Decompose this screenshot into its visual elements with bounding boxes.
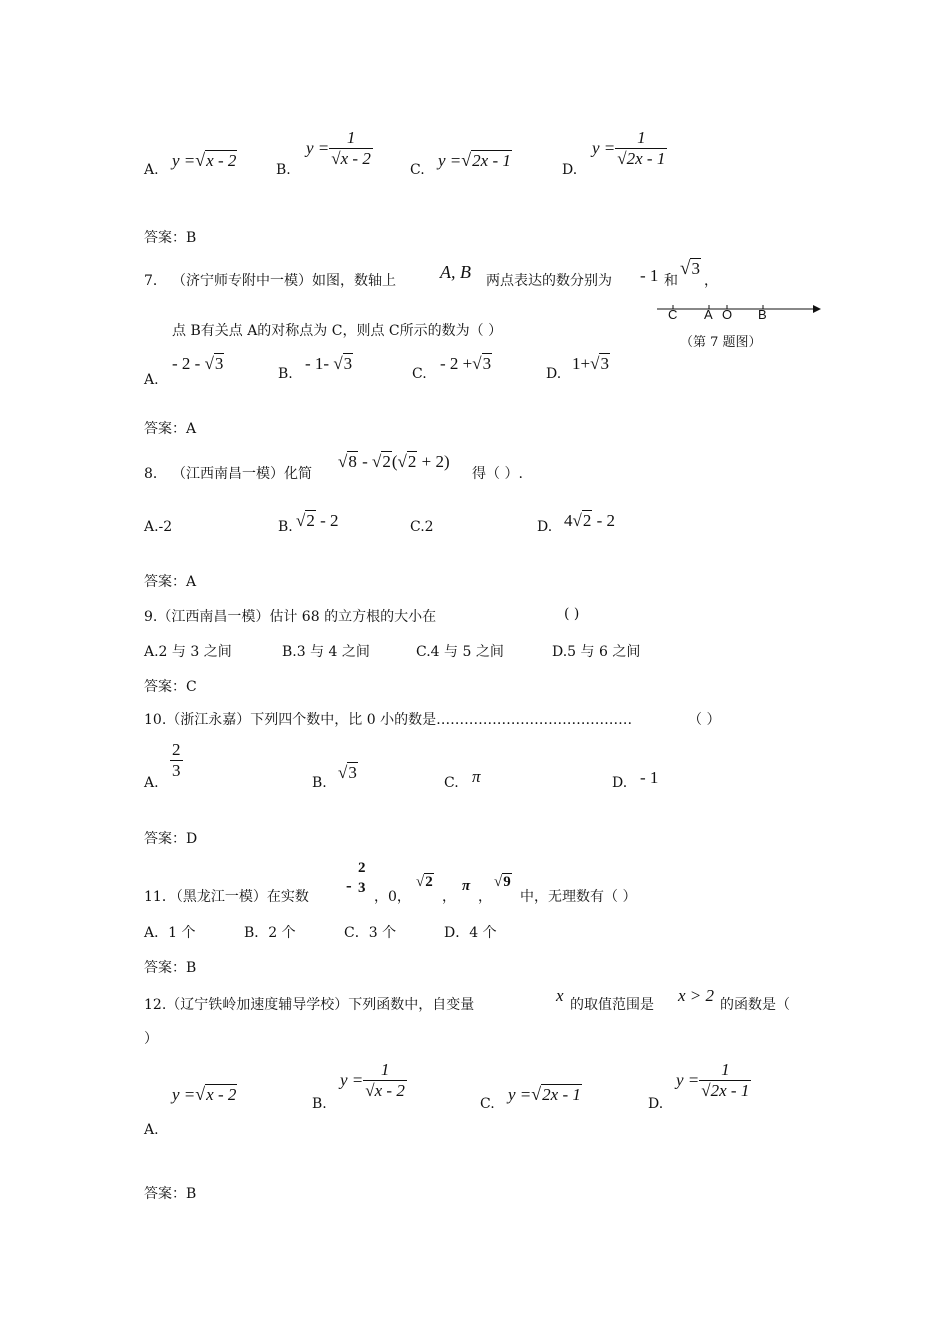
q11-option-a: A．1 个 xyxy=(144,925,196,941)
q8-option-d-label: D. xyxy=(537,519,553,535)
q11-text-start: 11．（黑龙江一模）在实数 xyxy=(144,889,309,905)
q7-points-ab: A, B xyxy=(440,262,471,282)
radicand: 9 xyxy=(503,874,511,890)
q6-option-b-label: B. xyxy=(276,162,291,178)
radicand: 2x - 1 xyxy=(542,1085,581,1104)
q8-tail: 得（ ）. xyxy=(472,466,523,482)
axis-label-a: A xyxy=(704,307,713,322)
prefix: - 2 + xyxy=(440,354,473,373)
q12-option-b-label: B. xyxy=(312,1096,327,1112)
q8-text: （江西南昌一模）化简 xyxy=(172,466,312,482)
q10-option-d-label: D. xyxy=(612,775,628,791)
tail: - 2 xyxy=(320,511,339,530)
q12-option-d-label: D. xyxy=(648,1096,664,1112)
q6-option-a-expression: y =√x - 2 xyxy=(172,150,237,170)
radicand: x - 2 xyxy=(340,149,371,168)
q10-option-a-label: A. xyxy=(144,775,159,791)
q7-figure-caption: （第 7 题图） xyxy=(680,335,762,350)
q8-option-d-expression: 4√2 - 2 xyxy=(564,511,616,530)
lhs: y = xyxy=(340,1070,364,1090)
q11-option-b: B．2 个 xyxy=(244,925,296,941)
q11-text-end: 中，无理数有（ ） xyxy=(520,889,637,905)
q8-expression: √8 - √2(√2 + 2) xyxy=(338,452,450,471)
q7-and: 和 xyxy=(664,273,678,289)
q7-text-start: （济宁师专附中一模）如图，数轴上 xyxy=(172,273,396,289)
q11-pi: π xyxy=(462,878,471,894)
q10-answer: 答案：D xyxy=(144,831,198,847)
radicand-b: 2 xyxy=(382,452,391,471)
q11-sqrt9: √9 xyxy=(494,874,511,890)
radicand: 2x - 1 xyxy=(472,151,511,170)
lhs: y = xyxy=(676,1070,700,1090)
radicand: 2 xyxy=(582,511,592,530)
radicand: x - 2 xyxy=(206,1085,237,1104)
q12-text-mid: 的取值范围是 xyxy=(570,997,654,1013)
axis-arrow xyxy=(813,305,821,313)
lhs: y = xyxy=(306,138,330,158)
q11-sep-2: ， xyxy=(442,889,456,905)
lhs: y = xyxy=(508,1085,532,1104)
q9-option-a: A.2 与 3 之间 xyxy=(144,644,232,660)
radicand: 3 xyxy=(600,354,609,373)
q7-value-sqrt3: √3 xyxy=(680,258,700,279)
q9-paren: ( ) xyxy=(564,606,580,622)
minus: - xyxy=(362,452,368,471)
q6-option-c-label: C. xyxy=(410,162,425,178)
q11-fraction xyxy=(356,858,368,898)
radicand: 2 xyxy=(425,874,433,890)
q12-variable-x: x xyxy=(556,986,564,1005)
numerator: 1 xyxy=(721,1060,730,1079)
q7-option-b-label: B. xyxy=(278,366,293,382)
q12-option-c-expression: y =√2x - 1 xyxy=(508,1084,581,1104)
q11-neg-sign: - xyxy=(346,876,352,895)
paren-open: ( xyxy=(391,452,398,471)
q12-option-d-expression: y = $\frac{1}{√2x - 1}$ xyxy=(676,1060,750,1100)
q12-option-a-label: A. xyxy=(144,1122,159,1138)
q11-sep-1: ，0， xyxy=(374,889,411,905)
denominator: 3 xyxy=(358,880,366,896)
q9-answer: 答案：C xyxy=(144,679,197,695)
q6-option-a-label: A. xyxy=(144,162,159,178)
q11-answer: 答案：B xyxy=(144,960,197,976)
q8-number: 8． xyxy=(144,466,167,482)
q11-option-c: C．3 个 xyxy=(344,925,397,941)
prefix: 4 xyxy=(564,511,573,530)
q10-option-a-fraction xyxy=(170,740,183,781)
radicand: 2x - 1 xyxy=(626,149,666,168)
q10-paren: （ ） xyxy=(688,712,721,728)
radicand: 2 xyxy=(306,511,315,530)
axis-label-c: C xyxy=(668,307,678,322)
radicand: x - 2 xyxy=(206,151,237,170)
radicand: 3 xyxy=(348,763,357,782)
q9-option-d: D.5 与 6 之间 xyxy=(552,644,641,660)
q11-option-d: D．4 个 xyxy=(444,925,497,941)
q10-option-b-label: B. xyxy=(312,775,327,791)
radicand-c: 2 xyxy=(407,452,417,471)
numerator: 2 xyxy=(358,860,366,876)
radicand: 3 xyxy=(482,354,492,373)
q7-number-line xyxy=(655,300,825,324)
lhs: y = xyxy=(172,151,196,170)
denominator: 3 xyxy=(172,761,181,780)
numerator: 1 xyxy=(637,128,646,147)
q10-option-c-value: π xyxy=(472,767,481,786)
q10-option-b-expression: √3 xyxy=(338,763,357,782)
q9-option-c: C.4 与 5 之间 xyxy=(416,644,504,660)
q12-condition: x > 2 xyxy=(678,986,715,1005)
q6-option-d-label: D. xyxy=(562,162,578,178)
tail: - 2 xyxy=(596,511,616,530)
q8-option-a: A.-2 xyxy=(144,519,173,535)
q12-text-start: 12.（辽宁铁岭加速度辅导学校）下列函数中，自变量 xyxy=(144,997,475,1013)
q12-line2: ） xyxy=(144,1031,158,1047)
radicand-a: 8 xyxy=(348,452,357,471)
q7-comma: ， xyxy=(704,273,718,289)
q9-option-b: B.3 与 4 之间 xyxy=(282,644,370,660)
axis-label-o: O xyxy=(722,307,733,322)
q6-option-d-expression: y = $\frac{1}{√2x - 1}$ xyxy=(592,128,666,168)
lhs: y = xyxy=(172,1085,196,1104)
q7-option-c-expression: - 2 +√3 xyxy=(440,354,492,373)
tail: + 2) xyxy=(421,452,450,471)
q10-option-d-value: - 1 xyxy=(640,768,659,787)
radicand: 3 xyxy=(214,354,224,373)
q8-answer: 答案：A xyxy=(144,574,197,590)
lhs: y = xyxy=(592,138,616,158)
q7-text-mid: 两点表达的数分别为 xyxy=(486,273,612,289)
q7-answer: 答案：A xyxy=(144,421,197,437)
q12-option-b-expression: y = $\frac{1}{√x - 2}$ xyxy=(340,1060,405,1100)
numerator: 1 xyxy=(380,1060,390,1079)
q10-option-c-label: C. xyxy=(444,775,459,791)
q9-text: 9.（江西南昌一模）估计 68 的立方根的大小在 xyxy=(144,609,437,625)
q7-option-d-expression: 1+√3 xyxy=(572,354,609,373)
q12-answer: 答案：B xyxy=(144,1186,197,1202)
q8-option-c: C.2 xyxy=(410,519,434,535)
q7-number: 7． xyxy=(144,273,167,289)
q7-value-neg1: - 1 xyxy=(640,266,659,285)
q7-option-d-label: D. xyxy=(546,366,562,382)
numerator: 1 xyxy=(346,128,356,147)
q11-sep-3: ， xyxy=(478,889,492,905)
prefix: - 1- xyxy=(305,354,330,373)
q6-option-c-expression: y =√2x - 1 xyxy=(438,150,511,170)
radicand: x - 2 xyxy=(374,1081,405,1100)
prefix: 1+ xyxy=(572,354,591,373)
q8-option-b-label: B. xyxy=(278,519,293,535)
radicand: 2x - 1 xyxy=(710,1081,750,1100)
q8-option-b-expression: √2 - 2 xyxy=(296,511,339,530)
q12-text-end: 的函数是（ xyxy=(720,997,790,1013)
radicand: 3 xyxy=(343,354,353,373)
q7-option-c-label: C. xyxy=(412,366,427,382)
q12-option-c-label: C. xyxy=(480,1096,495,1112)
prefix: - 2 - xyxy=(172,354,201,373)
q12-option-a-expression: y =√x - 2 xyxy=(172,1084,237,1104)
numerator: 2 xyxy=(172,740,181,759)
q11-sqrt2: √2 xyxy=(416,874,433,890)
axis-label-b: B xyxy=(758,307,767,322)
q10-text: 10.（浙江永嘉）下列四个数中，比 0 小的数是…………………………………… xyxy=(144,712,633,728)
radicand: 3 xyxy=(691,259,700,278)
q6-answer: 答案：B xyxy=(144,230,197,246)
q7-option-a-expression: - 2 - √3 xyxy=(172,354,224,373)
q7-option-b-expression: - 1- √3 xyxy=(305,354,353,373)
q7-option-a-label: A. xyxy=(144,372,159,388)
lhs: y = xyxy=(438,151,462,170)
q7-line2: 点 B有关点 A的对称点为 C，则点 C所示的数为（ ） xyxy=(172,323,503,339)
q6-option-b-expression: y = $\frac{1}{√x - 2}$ xyxy=(306,128,371,168)
